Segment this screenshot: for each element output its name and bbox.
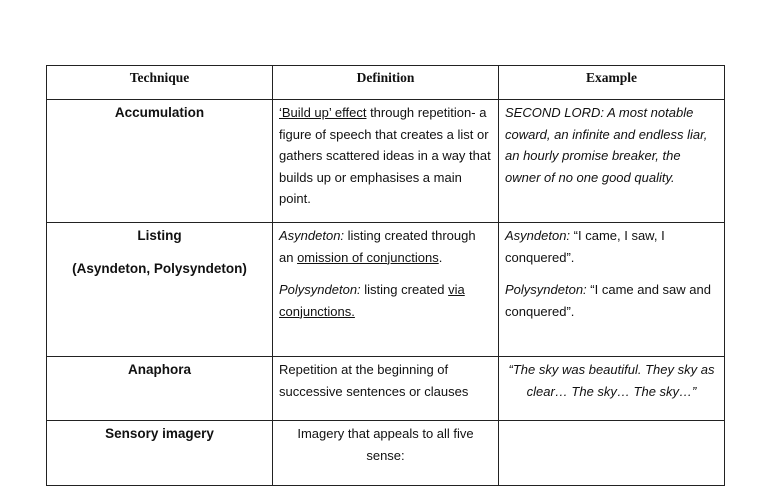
header-definition: Definition <box>273 66 499 100</box>
definition-text: . <box>438 249 443 265</box>
definition-cell: Repetition at the beginning of successive sentences or clauses <box>273 357 499 421</box>
table-row <box>47 421 725 486</box>
technique-cell: Anaphora <box>47 357 273 421</box>
definition-cell <box>273 100 499 223</box>
definition-text: listing created through an <box>279 228 476 265</box>
definition-text: through repetition- a figure of speech that creates a list or gathers scattered ideas in a way that builds up or emphasises a main point. <box>279 105 491 206</box>
example-cell <box>499 421 725 486</box>
definition-underlined: omission of conjunctions <box>297 249 439 265</box>
techniques-table <box>46 65 725 486</box>
technique-subtitle: (Asyndeton, Polysyndeton) <box>72 260 247 276</box>
technique-cell: Sensory imagery <box>47 421 273 486</box>
technique-cell <box>47 223 273 357</box>
header-technique: Technique <box>47 66 273 100</box>
example-polysyndeton <box>505 279 718 322</box>
term-asyndeton: Asyndeton: <box>279 228 345 243</box>
example-text: “I came, I saw, I conquered”. <box>505 228 665 265</box>
term-asyndeton: Asyndeton: <box>505 228 571 243</box>
technique-name: Listing <box>137 228 182 243</box>
term-polysyndeton: Polysyndeton: <box>279 282 361 297</box>
definition-cell <box>273 223 499 357</box>
definition-text: listing created <box>360 282 449 297</box>
definition-polysyndeton <box>279 279 492 322</box>
table-row <box>47 357 725 421</box>
header-example: Example <box>499 66 725 100</box>
example-asyndeton <box>505 225 718 268</box>
example-cell: “The sky was beautiful. They sky as clear… The sky… The sky…” <box>499 357 725 421</box>
definition-underlined: ‘Build up’ effect <box>279 105 367 120</box>
definition-cell: Imagery that appeals to all five sense: <box>273 421 499 486</box>
example-cell: SECOND LORD: A most notable coward, an infinite and endless liar, an hourly promise breaker, the owner of no one good quality. <box>499 100 725 223</box>
example-text: “I came and saw and conquered”. <box>505 282 711 319</box>
example-cell <box>499 223 725 357</box>
technique-cell: Accumulation <box>47 100 273 223</box>
term-polysyndeton: Polysyndeton: <box>505 282 587 297</box>
definition-underlined: via conjunctions. <box>279 282 465 319</box>
table-header-row <box>47 66 725 100</box>
table-row <box>47 223 725 357</box>
table-row <box>47 100 725 223</box>
definition-asyndeton <box>279 225 492 268</box>
